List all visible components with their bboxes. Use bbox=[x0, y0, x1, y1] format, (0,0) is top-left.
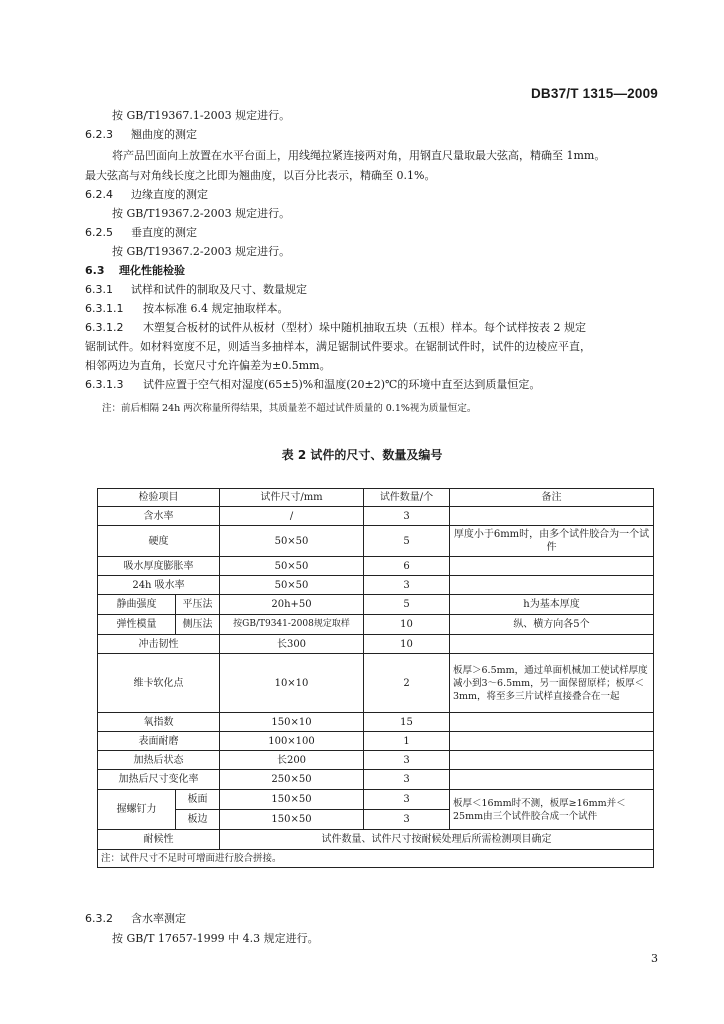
cell: 维卡软化点 bbox=[98, 654, 220, 713]
cell: 含水率 bbox=[98, 507, 220, 526]
cell: 3 bbox=[364, 507, 450, 526]
cell: 3 bbox=[364, 576, 450, 595]
cell: 10 bbox=[364, 635, 450, 654]
table-row bbox=[98, 732, 654, 751]
cell: 纵、横方向各5个 bbox=[450, 615, 654, 635]
table-row bbox=[98, 790, 654, 810]
cell: 耐候性 bbox=[98, 830, 220, 850]
table-caption: 表 2 试件的尺寸、数量及编号 bbox=[281, 448, 443, 462]
cell-line: 弹性模量 bbox=[116, 619, 157, 630]
section-heading: 6.2.3 翘曲度的测定 bbox=[85, 128, 197, 141]
cell bbox=[450, 576, 654, 595]
table-row bbox=[98, 557, 654, 576]
cell: 100×100 bbox=[220, 732, 364, 751]
cell bbox=[450, 770, 654, 790]
paragraph: 6.3.1.3 试件应置于空气相对湿度(65±5)%和温度(20±2)℃的环境中直至达到质量恒定。 bbox=[85, 378, 541, 391]
cell: 长300 bbox=[220, 635, 364, 654]
cell: 5 bbox=[364, 526, 450, 557]
table-row bbox=[98, 654, 654, 713]
cell: 板面 bbox=[176, 790, 220, 810]
section-heading: 6.3 理化性能检验 bbox=[85, 264, 185, 277]
cell: 板厚＜16mm时不测，板厚≥16mm并＜25mm由三个试件胶合成一个试件 bbox=[450, 790, 654, 830]
cell-line: 静曲强度 bbox=[98, 595, 175, 615]
page-number: 3 bbox=[651, 952, 658, 965]
table-row bbox=[98, 713, 654, 732]
cell: 150×50 bbox=[220, 810, 364, 830]
section-heading: 6.2.4 边缘直度的测定 bbox=[85, 188, 208, 201]
cell: 加热后尺寸变化率 bbox=[98, 770, 220, 790]
specimen-table bbox=[97, 488, 654, 868]
section-heading: 6.3.2 含水率测定 bbox=[85, 912, 186, 925]
cell: h为基本厚度 bbox=[450, 595, 654, 615]
cell: 板边 bbox=[176, 810, 220, 830]
paragraph: 最大弦高与对角线长度之比即为翘曲度，以百分比表示，精确至 0.1%。 bbox=[85, 169, 436, 182]
cell: 2 bbox=[364, 654, 450, 713]
table-row bbox=[98, 770, 654, 790]
note: 注：前后相隔 24h 两次称量所得结果，其质量差不超过试件质量的 0.1%视为质量恒定。 bbox=[102, 403, 477, 414]
table-row bbox=[98, 595, 654, 615]
header-cell: 备注 bbox=[450, 489, 654, 507]
cell: 板厚＞6.5mm，通过单面机械加工使试样厚度减小到3～6.5mm，另一面保留原样；板厚＜3mm，将至多三片试样直接叠合在一起 bbox=[450, 654, 654, 713]
cell: 长200 bbox=[220, 751, 364, 770]
cell bbox=[450, 732, 654, 751]
cell: 表面耐磨 bbox=[98, 732, 220, 751]
cell: 50×50 bbox=[220, 557, 364, 576]
header-cell: 检验项目 bbox=[98, 489, 220, 507]
cell: 加热后状态 bbox=[98, 751, 220, 770]
table-row bbox=[98, 635, 654, 654]
cell: 50×50 bbox=[220, 526, 364, 557]
table-note: 注：试件尺寸不足时可增面进行胶合拼接。 bbox=[98, 850, 654, 868]
cell: 按GB/T9341-2008规定取样 bbox=[220, 615, 364, 635]
cell bbox=[450, 507, 654, 526]
paragraph: 按 GB/T19367.2-2003 规定进行。 bbox=[112, 245, 291, 258]
cell: 试件数量、试件尺寸按耐候处理后所需检测项目确定 bbox=[220, 830, 654, 850]
cell: 3 bbox=[364, 790, 450, 810]
cell: 氧指数 bbox=[98, 713, 220, 732]
paragraph: 将产品凹面向上放置在水平台面上，用线绳拉紧连接两对角，用钢直尺量取最大弦高，精确至 1mm。 bbox=[112, 149, 606, 162]
cell: 冲击韧性 bbox=[98, 635, 220, 654]
table-header-row bbox=[98, 489, 654, 507]
cell: / bbox=[220, 507, 364, 526]
cell: 平压法 bbox=[176, 595, 220, 615]
cell: 250×50 bbox=[220, 770, 364, 790]
section-heading: 6.3.1 试样和试件的制取及尺寸、数量规定 bbox=[85, 283, 307, 296]
cell: 20h+50 bbox=[220, 595, 364, 615]
table-row bbox=[98, 830, 654, 850]
header-cell: 试件尺寸/mm bbox=[220, 489, 364, 507]
cell: 握螺钉力 bbox=[98, 790, 176, 830]
cell: 3 bbox=[364, 770, 450, 790]
cell bbox=[98, 595, 176, 635]
paragraph: 锯制试件。如材料宽度不足，则适当多抽样本，满足锯制试件要求。在锯制试件时，试件的边棱应平直， bbox=[85, 340, 591, 353]
cell: 6 bbox=[364, 557, 450, 576]
paragraph: 6.3.1.2 木塑复合板材的试件从板材（型材）垛中随机抽取五块（五根）样本。每个试样按表 2 规定 bbox=[85, 321, 586, 334]
cell: 15 bbox=[364, 713, 450, 732]
cell: 3 bbox=[364, 810, 450, 830]
cell: 10×10 bbox=[220, 654, 364, 713]
cell: 10 bbox=[364, 615, 450, 635]
cell: 5 bbox=[364, 595, 450, 615]
header-cell: 试件数量/个 bbox=[364, 489, 450, 507]
cell: 1 bbox=[364, 732, 450, 751]
standard-id: DB37/T 1315—2009 bbox=[530, 86, 658, 101]
cell: 侧压法 bbox=[176, 615, 220, 635]
table-row bbox=[98, 526, 654, 557]
cell bbox=[450, 751, 654, 770]
cell: 硬度 bbox=[98, 526, 220, 557]
paragraph: 按 GB/T 17657-1999 中 4.3 规定进行。 bbox=[112, 932, 319, 945]
table-row bbox=[98, 507, 654, 526]
cell: 50×50 bbox=[220, 576, 364, 595]
paragraph: 按 GB/T19367.1-2003 规定进行。 bbox=[112, 109, 291, 122]
table-row bbox=[98, 576, 654, 595]
section-heading: 6.2.5 垂直度的测定 bbox=[85, 226, 197, 239]
cell: 厚度小于6mm时，由多个试件胶合为一个试件 bbox=[450, 526, 654, 557]
cell bbox=[450, 557, 654, 576]
cell: 150×50 bbox=[220, 790, 364, 810]
cell bbox=[450, 635, 654, 654]
cell: 150×10 bbox=[220, 713, 364, 732]
cell: 24h 吸水率 bbox=[98, 576, 220, 595]
table-row bbox=[98, 615, 654, 635]
paragraph: 6.3.1.1 按本标准 6.4 规定抽取样本。 bbox=[85, 302, 289, 315]
table-row bbox=[98, 751, 654, 770]
paragraph: 相邻两边为直角，长宽尺寸允许偏差为±0.5mm。 bbox=[85, 359, 331, 372]
cell: 3 bbox=[364, 751, 450, 770]
table-row bbox=[98, 850, 654, 868]
cell bbox=[450, 713, 654, 732]
cell: 吸水厚度膨胀率 bbox=[98, 557, 220, 576]
paragraph: 按 GB/T19367.2-2003 规定进行。 bbox=[112, 207, 291, 220]
